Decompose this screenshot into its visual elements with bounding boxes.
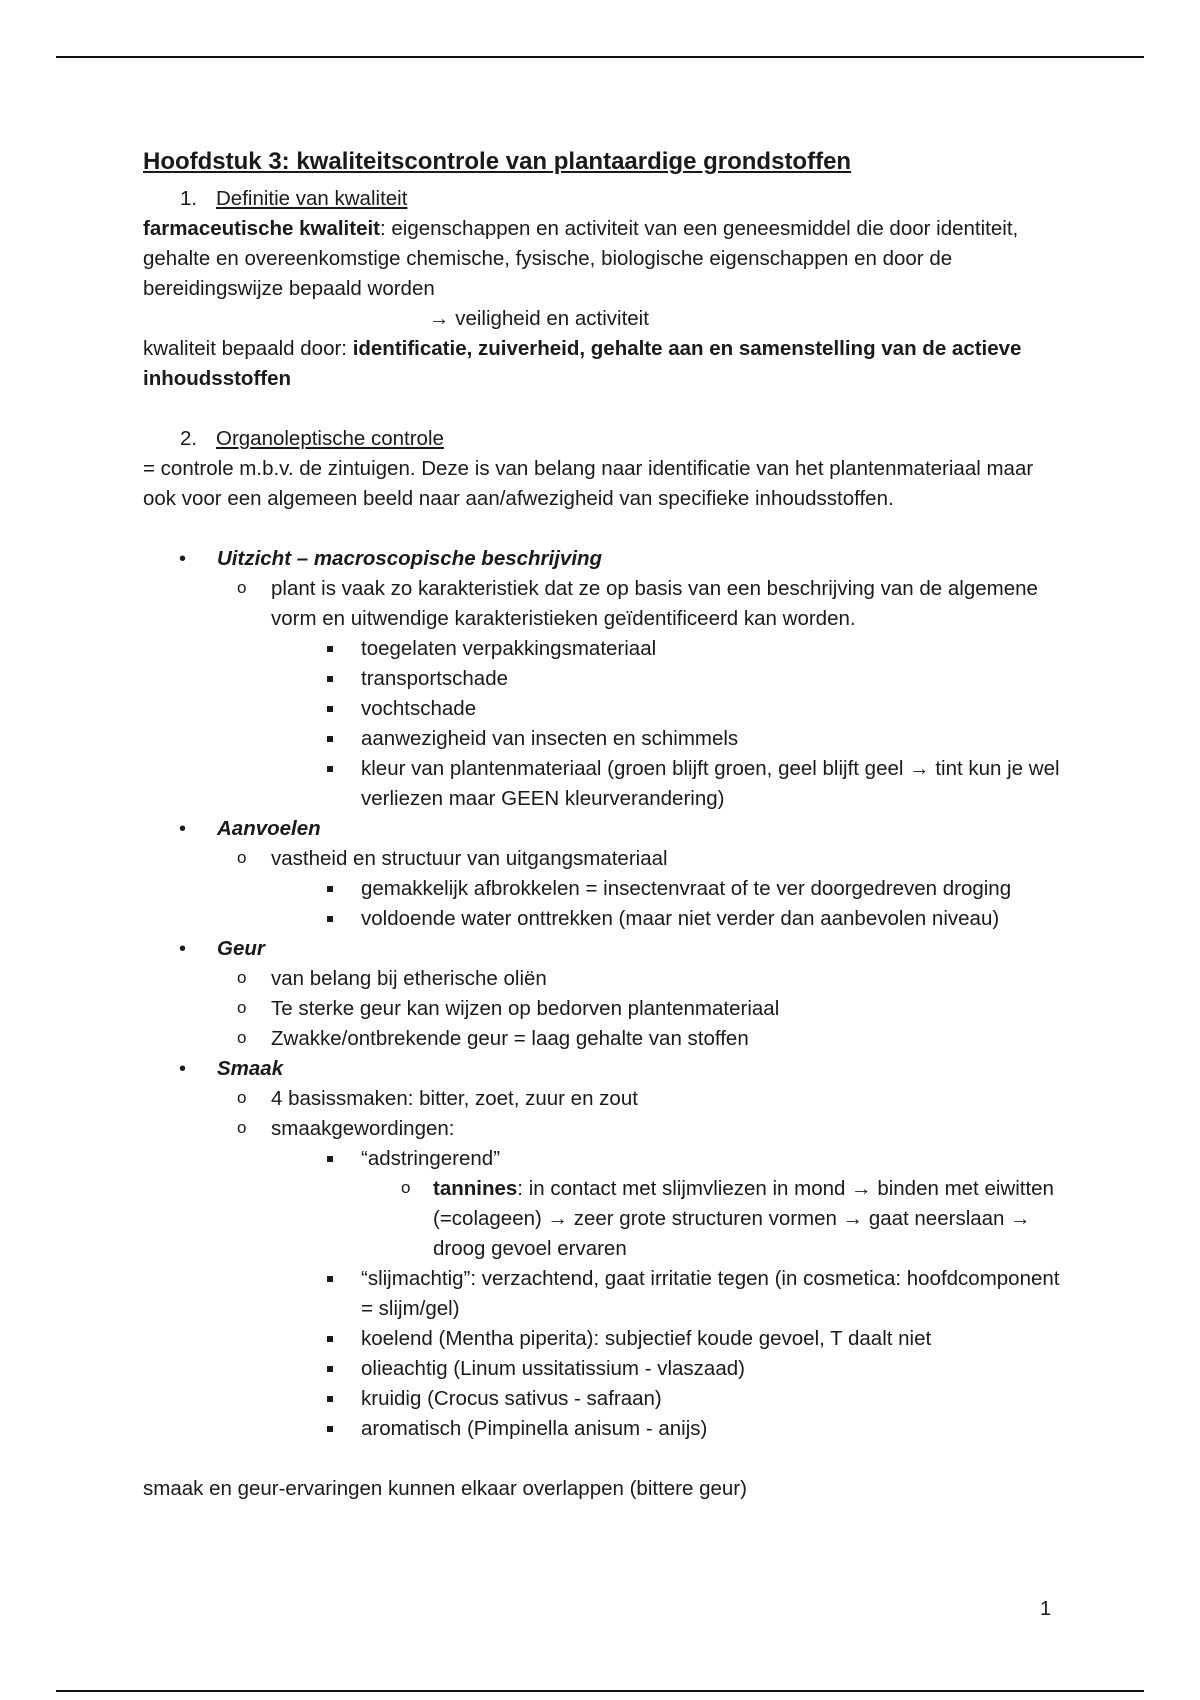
detail-item-text: “adstringerend” <box>361 1147 501 1170</box>
detail-item: vochtschade <box>143 694 1063 724</box>
sub-item <box>143 844 1063 934</box>
sub-item-text: plant is vaak zo karakteristiek dat ze op basis van een beschrijving van de algemene vorm en uitwendige karakteristieken geïdentificeerd kan worden. <box>271 577 1038 630</box>
sub-item <box>143 1114 1063 1444</box>
bullet-heading: Uitzicht – macroscopische beschrijving <box>217 547 603 570</box>
definition-text: : eigenschappen en activiteit van een geneesmiddel die door identiteit, gehalte en overeenkomstige chemische, fysische, biologische eigenschappen en door de bereidingswijze bepaald worden <box>143 217 1019 300</box>
sub-item-text: vastheid en structuur van uitgangsmateriaal <box>271 847 668 870</box>
section-2-heading <box>143 424 1063 454</box>
sub-list <box>217 964 1063 1054</box>
section-label: Organoleptische controle <box>216 427 444 450</box>
quality-prefix: kwaliteit bepaald door: <box>143 337 353 360</box>
list-item <box>143 544 1063 814</box>
sub-list <box>217 574 1063 814</box>
detail-list <box>271 634 1063 814</box>
definition-paragraph <box>143 214 1063 304</box>
sub-item-text: smaakgewordingen: <box>271 1117 455 1140</box>
section-label: Definitie van kwaliteit <box>216 187 408 210</box>
detail-item: koelend (Mentha piperita): subjectief koude gevoel, T daalt niet <box>143 1324 1063 1354</box>
section-number: 2. <box>180 427 198 450</box>
sub-item <box>143 574 1063 814</box>
page-title: Hoofdstuk 3: kwaliteitscontrole van plantaardige grondstoffen <box>143 148 852 175</box>
detail-list <box>271 1144 1063 1444</box>
quality-bold: identificatie, zuiverheid, gehalte aan en samenstelling van de actieve inhoudsstoffen <box>143 337 1022 390</box>
header-rule <box>56 56 1144 58</box>
list-item <box>143 934 1063 1054</box>
nested-item <box>143 1174 1063 1264</box>
detail-item: toegelaten verpakkingsmateriaal <box>143 634 1063 664</box>
detail-item: olieachtig (Linum ussitatissium - vlaszaad) <box>143 1354 1063 1384</box>
nested-list <box>361 1174 1063 1264</box>
footer-rule <box>56 1690 1144 1692</box>
detail-item: voldoende water onttrekken (maar niet verder dan aanbevolen niveau) <box>143 904 1063 934</box>
definition-term: farmaceutische kwaliteit <box>143 217 380 240</box>
document-body <box>143 146 1063 1504</box>
list-item <box>143 814 1063 934</box>
detail-item <box>143 1144 1063 1264</box>
closing-paragraph: smaak en geur-ervaringen kunnen elkaar overlappen (bittere geur) <box>143 1477 747 1500</box>
tannines-term: tannines <box>433 1177 518 1200</box>
bullet-heading: Aanvoelen <box>217 817 321 840</box>
tannines-text: : in contact met slijmvliezen in mond → binden met eiwitten (=colageen) → zeer grote structuren vormen → gaat neerslaan → droog gevoel ervaren <box>433 1177 1054 1260</box>
spacer <box>143 514 1063 544</box>
criteria-list <box>143 544 1063 1444</box>
bullet-heading: Smaak <box>217 1057 284 1080</box>
detail-item: aromatisch (Pimpinella anisum - anijs) <box>143 1414 1063 1444</box>
bullet-heading: Geur <box>217 937 265 960</box>
sub-list <box>217 1084 1063 1444</box>
detail-list <box>271 874 1063 934</box>
quality-paragraph <box>143 334 1063 394</box>
detail-item: aanwezigheid van insecten en schimmels <box>143 724 1063 754</box>
detail-item: transportschade <box>143 664 1063 694</box>
section-1-heading <box>143 184 1063 214</box>
sub-list <box>217 844 1063 934</box>
spacer <box>143 394 1063 424</box>
section-number: 1. <box>180 187 198 210</box>
sub-item: o van belang bij etherische oliën <box>143 964 1063 994</box>
spacer <box>143 1444 1063 1474</box>
arrow-line: → veiligheid en activiteit <box>429 307 649 330</box>
detail-item: kruidig (Crocus sativus - safraan) <box>143 1384 1063 1414</box>
page-number: 1 <box>1040 1598 1052 1620</box>
sub-item: o Te sterke geur kan wijzen op bedorven plantenmateriaal <box>143 994 1063 1024</box>
section-2-intro: = controle m.b.v. de zintuigen. Deze is van belang naar identificatie van het plantenmateriaal maar ook voor een algemeen beeld naar aan/afwezigheid van specifieke inhoudsstoffen. <box>143 457 1034 510</box>
detail-item: “slijmachtig”: verzachtend, gaat irritatie tegen (in cosmetica: hoofdcomponent = slijm/gel) <box>143 1264 1063 1324</box>
detail-item: gemakkelijk afbrokkelen = insectenvraat of te ver doorgedreven droging <box>143 874 1063 904</box>
list-item <box>143 1054 1063 1444</box>
sub-item: o 4 basissmaken: bitter, zoet, zuur en zout <box>143 1084 1063 1114</box>
sub-item: o Zwakke/ontbrekende geur = laag gehalte van stoffen <box>143 1024 1063 1054</box>
detail-item: kleur van plantenmateriaal (groen blijft groen, geel blijft geel → tint kun je wel verliezen maar GEEN kleurverandering) <box>143 754 1063 814</box>
